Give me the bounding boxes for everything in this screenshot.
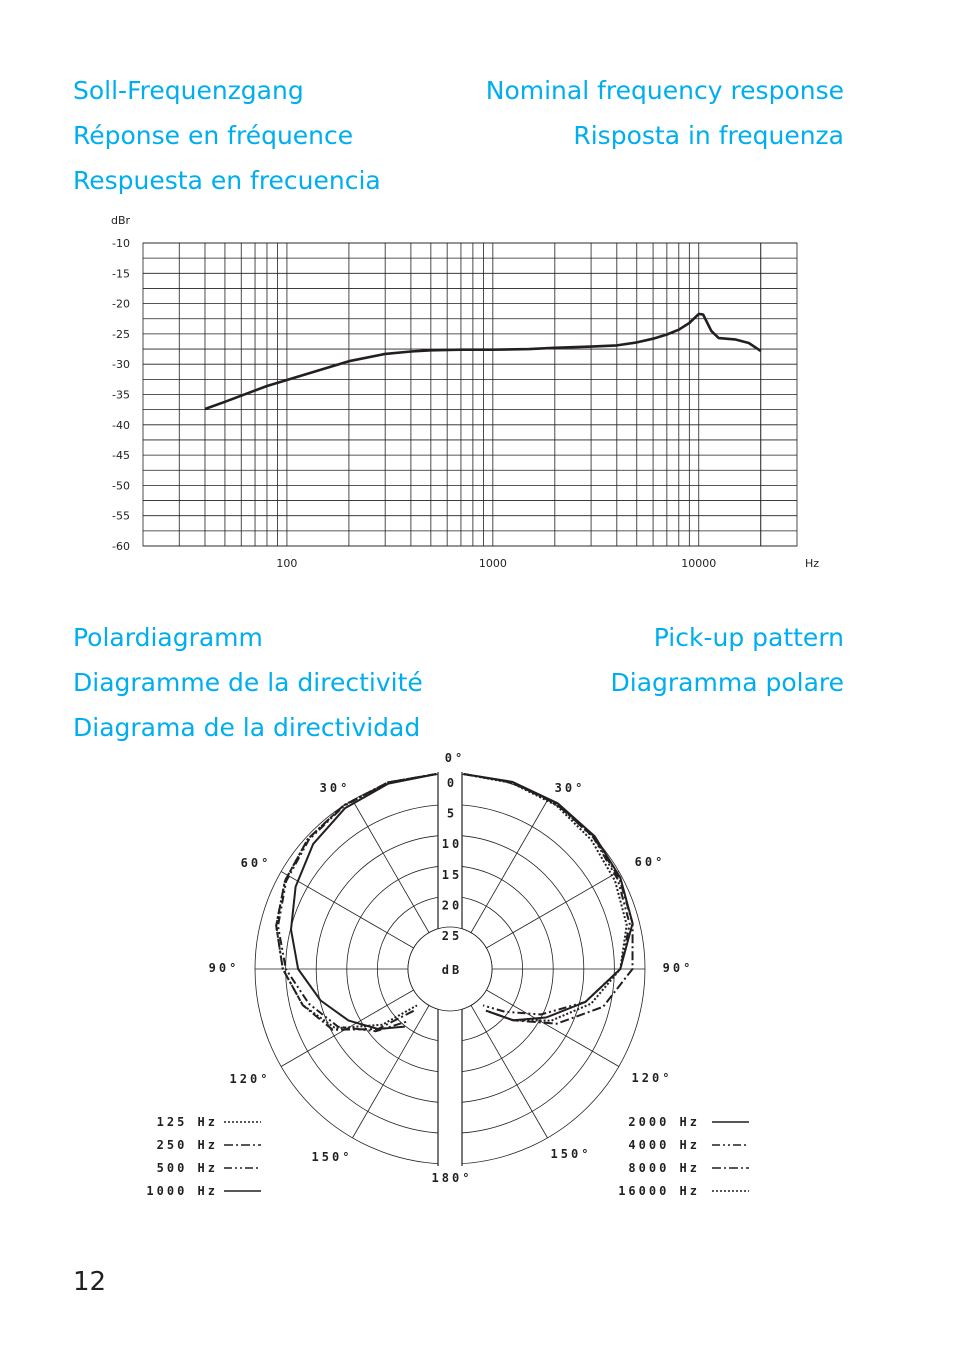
angle-label: 120° — [631, 1071, 673, 1085]
legend-label: 4000 Hz — [628, 1138, 700, 1152]
radial-tick-label: 0 — [446, 776, 458, 790]
title-de-polar: Polardiagramm — [73, 623, 263, 652]
angle-label: 0° — [444, 751, 466, 765]
y-tick-label: -45 — [112, 449, 130, 463]
angle-label: 120° — [229, 1072, 271, 1086]
y-tick-label: -55 — [112, 509, 130, 523]
radial-tick-label: 15 — [441, 867, 463, 882]
x-tick-label: 1000 — [478, 557, 507, 570]
title-de-frequency: Soll-Frequenzgang — [73, 76, 304, 105]
radial-tick-label: 10 — [441, 837, 463, 852]
x-tick-label: 100 — [276, 557, 298, 570]
angle-label: 90° — [662, 961, 694, 975]
y-tick-label: -50 — [112, 479, 130, 493]
radial-tick-label: 25 — [441, 929, 463, 943]
title-it-frequency: Risposta in frequenza — [573, 121, 844, 150]
title-fr-frequency: Réponse en fréquence — [73, 121, 354, 150]
y-tick-label: -60 — [112, 540, 130, 553]
y-tick-label: -40 — [112, 418, 130, 432]
y-axis-label: dBr — [111, 214, 131, 227]
angle-label: 60° — [240, 856, 272, 870]
y-tick-label: -30 — [112, 358, 130, 372]
title-en-frequency: Nominal frequency response — [485, 76, 844, 105]
polar-curve — [463, 774, 632, 1024]
title-en-polar: Pick-up pattern — [653, 623, 844, 652]
y-tick-label: -10 — [112, 237, 130, 250]
title-es-frequency: Respuesta en frecuencia — [73, 166, 381, 195]
angle-label: 180° — [431, 1171, 473, 1185]
legend-label: 250 Hz — [156, 1138, 218, 1152]
title-es-polar: Diagrama de la directividad — [73, 713, 421, 742]
x-axis-label: Hz — [804, 557, 820, 570]
angle-label: 150° — [311, 1150, 353, 1164]
angle-label: 30° — [319, 781, 351, 795]
angle-label: 60° — [634, 855, 666, 869]
page-number: 12 — [73, 1267, 107, 1297]
legend-label: 125 Hz — [156, 1115, 218, 1129]
legend-label: 16000 Hz — [618, 1184, 700, 1198]
angle-label: 90° — [208, 961, 240, 975]
x-tick-label: 10000 — [681, 557, 717, 570]
legend-label: 500 Hz — [156, 1161, 218, 1175]
angle-label: 150° — [550, 1147, 592, 1161]
radial-tick-label: 5 — [446, 806, 458, 821]
legend-label: 1000 Hz — [146, 1184, 218, 1198]
radial-tick-label: 20 — [441, 898, 463, 913]
title-it-polar: Diagramma polare — [610, 668, 844, 697]
y-tick-label: -15 — [112, 267, 130, 281]
polar-unit-label: dB — [441, 963, 463, 977]
title-fr-polar: Diagramme de la directivité — [73, 668, 423, 697]
legend-label: 8000 Hz — [628, 1161, 700, 1175]
y-tick-label: -35 — [112, 388, 130, 402]
y-tick-label: -20 — [112, 297, 130, 311]
angle-label: 30° — [554, 781, 586, 795]
polar-curve — [278, 774, 437, 1031]
y-tick-label: -25 — [112, 327, 130, 341]
legend-label: 2000 Hz — [628, 1115, 700, 1129]
